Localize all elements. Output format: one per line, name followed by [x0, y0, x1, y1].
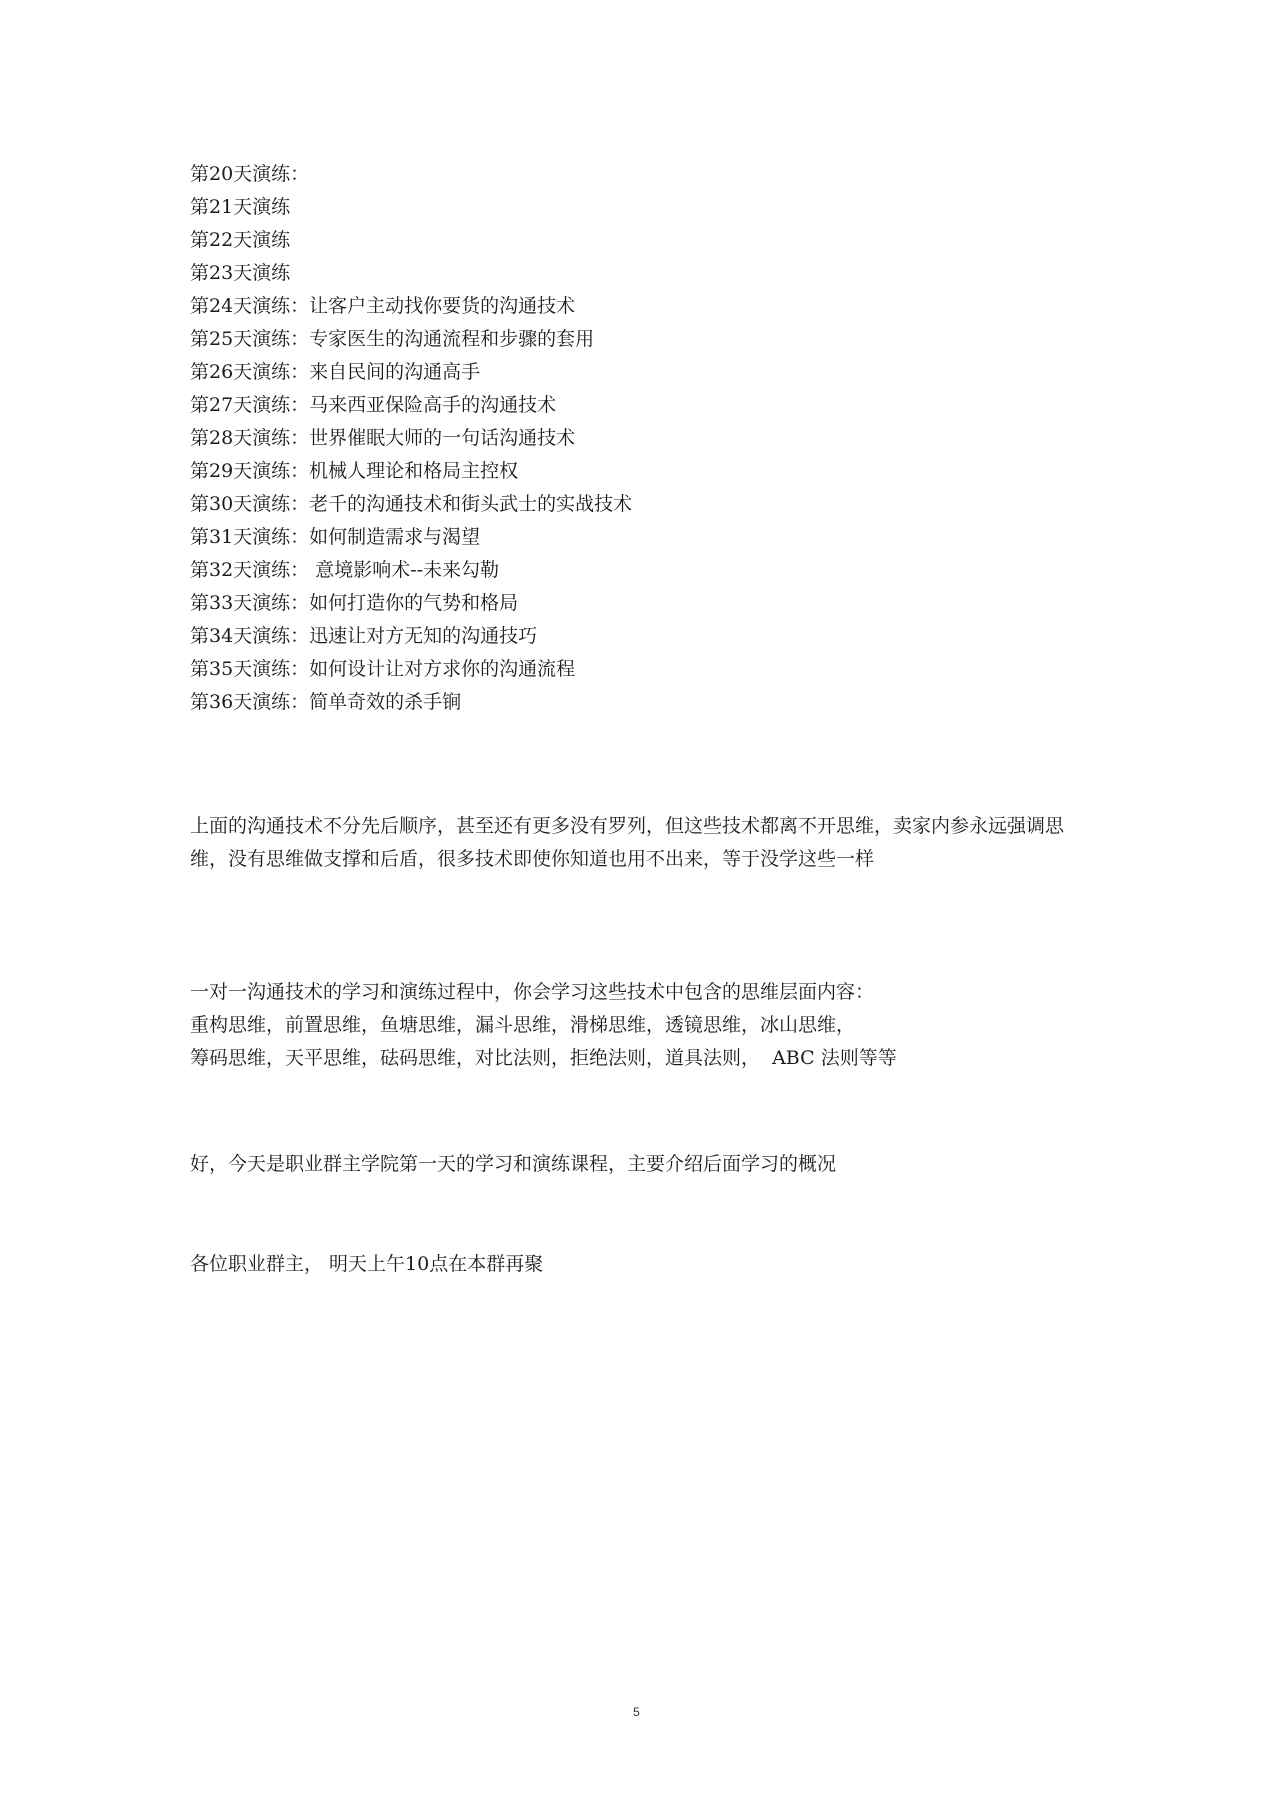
thinking-list-line-2: 筹码思维，天平思维，砝码思维，对比法则，拒绝法则，道具法则， ABC 法则等等	[190, 1047, 897, 1069]
drill-item-32: 第32天演练： 意境影响术--未来勾勒	[190, 559, 500, 581]
paragraph-next-meeting: 各位职业群主， 明天上午10点在本群再聚	[190, 1253, 544, 1275]
drill-item-31: 第31天演练：如何制造需求与渴望	[190, 526, 481, 548]
thinking-list-line-1: 重构思维，前置思维，鱼塘思维，漏斗思维，滑梯思维，透镜思维，冰山思维，	[190, 1014, 856, 1036]
drill-item-35: 第35天演练：如何设计让对方求你的沟通流程	[190, 658, 576, 680]
page-number: 5	[633, 1705, 640, 1719]
drill-item-26: 第26天演练：来自民间的沟通高手	[190, 361, 481, 383]
drill-item-21: 第21天演练	[190, 196, 291, 218]
drill-item-23: 第23天演练	[190, 262, 291, 284]
drill-item-20: 第20天演练：	[190, 163, 310, 185]
drill-item-34: 第34天演练：迅速让对方无知的沟通技巧	[190, 625, 538, 647]
drill-item-29: 第29天演练：机械人理论和格局主控权	[190, 460, 519, 482]
drill-item-33: 第33天演练：如何打造你的气势和格局	[190, 592, 519, 614]
drill-item-27: 第27天演练：马来西亚保险高手的沟通技术	[190, 394, 557, 416]
drill-item-24: 第24天演练：让客户主动找你要货的沟通技术	[190, 295, 576, 317]
paragraph-thinking-levels	[190, 976, 1100, 1075]
drill-item-28: 第28天演练：世界催眠大师的一句话沟通技术	[190, 427, 576, 449]
drill-list	[190, 158, 632, 719]
drill-item-36: 第36天演练：简单奇效的杀手锏	[190, 691, 462, 713]
drill-item-25: 第25天演练：专家医生的沟通流程和步骤的套用	[190, 328, 595, 350]
thinking-intro: 一对一沟通技术的学习和演练过程中，你会学习这些技术中包含的思维层面内容：	[190, 981, 875, 1003]
paragraph-today-summary: 好，今天是职业群主学院第一天的学习和演练课程，主要介绍后面学习的概况	[190, 1153, 837, 1175]
drill-item-30: 第30天演练：老千的沟通技术和街头武士的实战技术	[190, 493, 633, 515]
paragraph-technique-order: 上面的沟通技术不分先后顺序，甚至还有更多没有罗列，但这些技术都离不开思维，卖家内参永远强调思维，没有思维做支撑和后盾，很多技术即使你知道也用不出来，等于没学这些一样	[190, 815, 1065, 870]
drill-item-22: 第22天演练	[190, 229, 291, 251]
